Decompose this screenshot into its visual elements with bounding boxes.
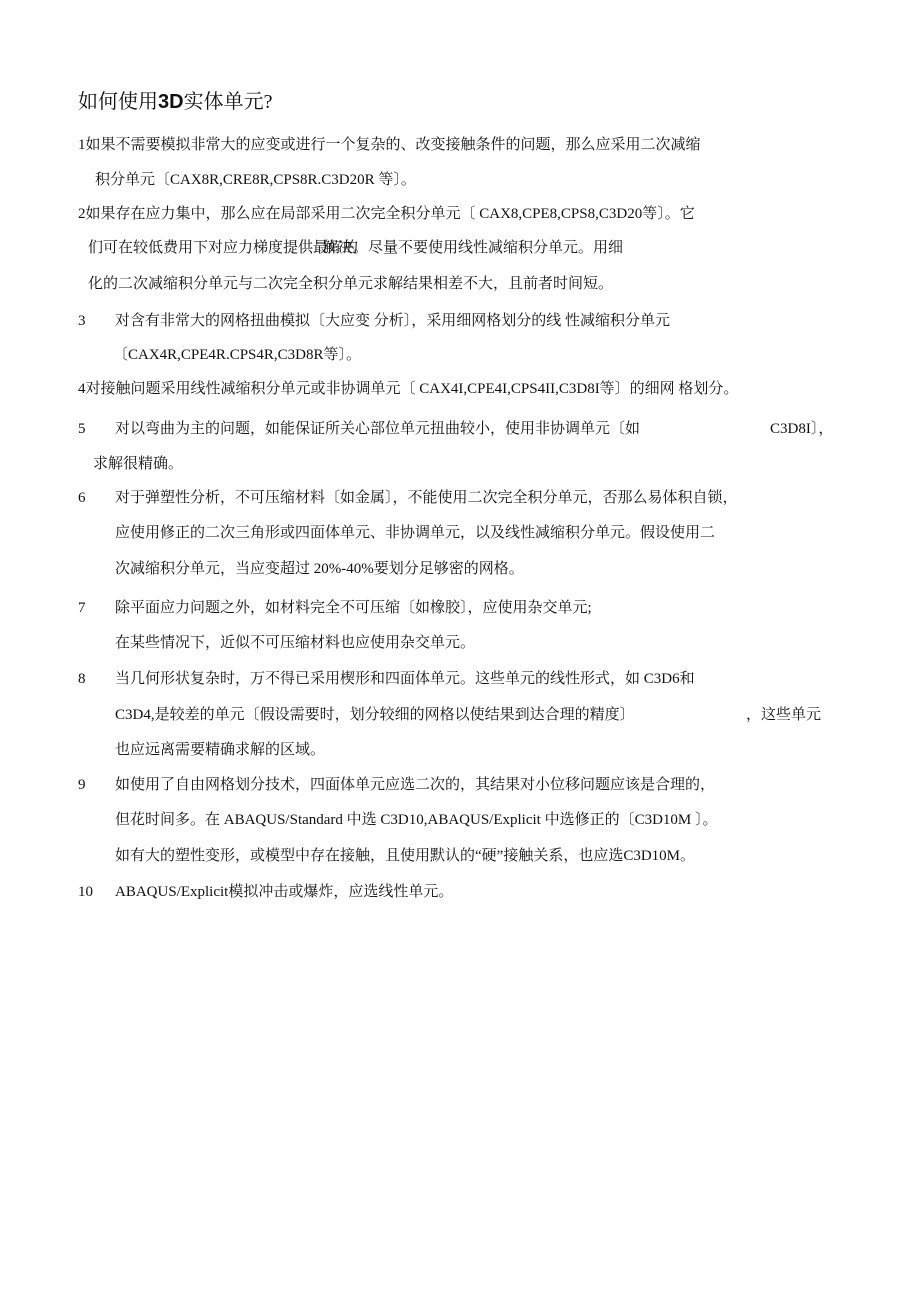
item-number: 9 — [78, 777, 86, 793]
item-number: 5 — [78, 421, 86, 437]
item-5-line-2: 求解很精确。 — [93, 456, 184, 472]
item-2-line-3: 化的二次减缩积分单元与二次完全积分单元求解结果相差不大，且前者时间短。 — [88, 276, 614, 292]
item-number: 4 — [78, 381, 86, 397]
item-6-line-1: 对于弹塑性分析，不可压缩材料〔如金属〕，不能使用二次完全积分单元，否那么易体积自锁， — [115, 490, 738, 506]
item-8-line-3: 也应远离需要精确求解的区域。 — [115, 742, 326, 758]
item-9-line-1: 如使用了自由网格划分技术，四面体单元应选二次的，其结果对小位移问题应该是合理的， — [115, 777, 716, 793]
item-number: 7 — [78, 600, 86, 616]
item-9-line-2: 但花时间多。在 ABAQUS/Standard 中选 C3D10,ABAQUS/Explicit 中选修正的〔C3D10M 〕。 — [115, 812, 718, 828]
item-6-line-2: 应使用修正的二次三角形或四面体单元、非协调单元，以及线性减缩积分单元。假设使用二 — [115, 525, 716, 541]
item-8-line-2b: ，这些单元 — [746, 707, 822, 723]
item-1-line-1 — [78, 135, 701, 155]
item-2-line-2b: 解决。尽量不要使用线性减缩积分单元。用细 — [323, 240, 624, 256]
item-number: 10 — [78, 884, 93, 900]
item-3-line-2: 〔CAX4R,CPE4R.CPS4R,C3D8R等〕。 — [113, 347, 361, 363]
item-10-line-1: ABAQUS/Explicit模拟冲击或爆炸，应选线性单元。 — [115, 884, 454, 900]
item-4-line-1 — [78, 379, 738, 399]
item-5-line-1b: C3D8I〕， — [770, 421, 834, 437]
item-number: 8 — [78, 671, 86, 687]
item-7-line-2: 在某些情况下，近似不可压缩材料也应使用杂交单元。 — [115, 635, 476, 651]
item-8-line-1: 当几何形状复杂时，万不得已采用楔形和四面体单元。这些单元的线性形式，如 C3D6和 — [115, 671, 695, 687]
item-9-line-3: 如有大的塑性变形，或模型中存在接触，且使用默认的“硬”接触关系，也应选C3D10M。 — [115, 848, 695, 864]
item-8-line-2a: C3D4,是较差的单元〔假设需要时，划分较细的网格以使结果到达合理的精度〕 — [115, 707, 635, 723]
item-5-line-1a: 对以弯曲为主的问题，如能保证所关心部位单元扭曲较小，使用非协调单元〔如 — [115, 421, 641, 437]
page-title — [78, 89, 272, 115]
item-7-line-1: 除平面应力问题之外，如材料完全不可压缩〔如橡胶〕，应使用杂交单元; — [115, 600, 592, 616]
item-3-line-1: 对含有非常大的网格扭曲模拟〔大应变 分析〕，采用细网格划分的线 性减缩积分单元 — [115, 313, 671, 329]
item-number: 1 — [78, 137, 86, 153]
item-2-line-1 — [78, 204, 695, 224]
item-number: 6 — [78, 490, 86, 506]
item-number: 2 — [78, 206, 86, 222]
item-6-line-3: 次减缩积分单元，当应变超过 20%-40%要划分足够密的网格。 — [115, 561, 524, 577]
title-bold: 3D — [158, 91, 184, 113]
paragraph-text: 对接触问题采用线性减缩积分单元或非协调单元〔 CAX4I,CPE4I,CPS4II,C3D8I等〕的细网 格划分。 — [85, 381, 739, 397]
item-2-line-2a: 们可在较低费用下对应力梯度提供最好的 — [88, 240, 359, 256]
title-text: 如何使用 — [78, 91, 158, 113]
title-text: 实体单元? — [183, 91, 273, 113]
item-1-line-2: 积分单元〔CAX8R,CRE8R,CPS8R.C3D20R 等〕。 — [95, 172, 416, 188]
paragraph-text: 如果不需要模拟非常大的应变或进行一个复杂的、改变接触条件的问题，那么应采用二次减缩 — [85, 137, 701, 153]
paragraph-text: 如果存在应力集中，那么应在局部采用二次完全积分单元〔 CAX8,CPE8,CPS8,C3D20等〕。它 — [85, 206, 695, 222]
item-number: 3 — [78, 313, 86, 329]
